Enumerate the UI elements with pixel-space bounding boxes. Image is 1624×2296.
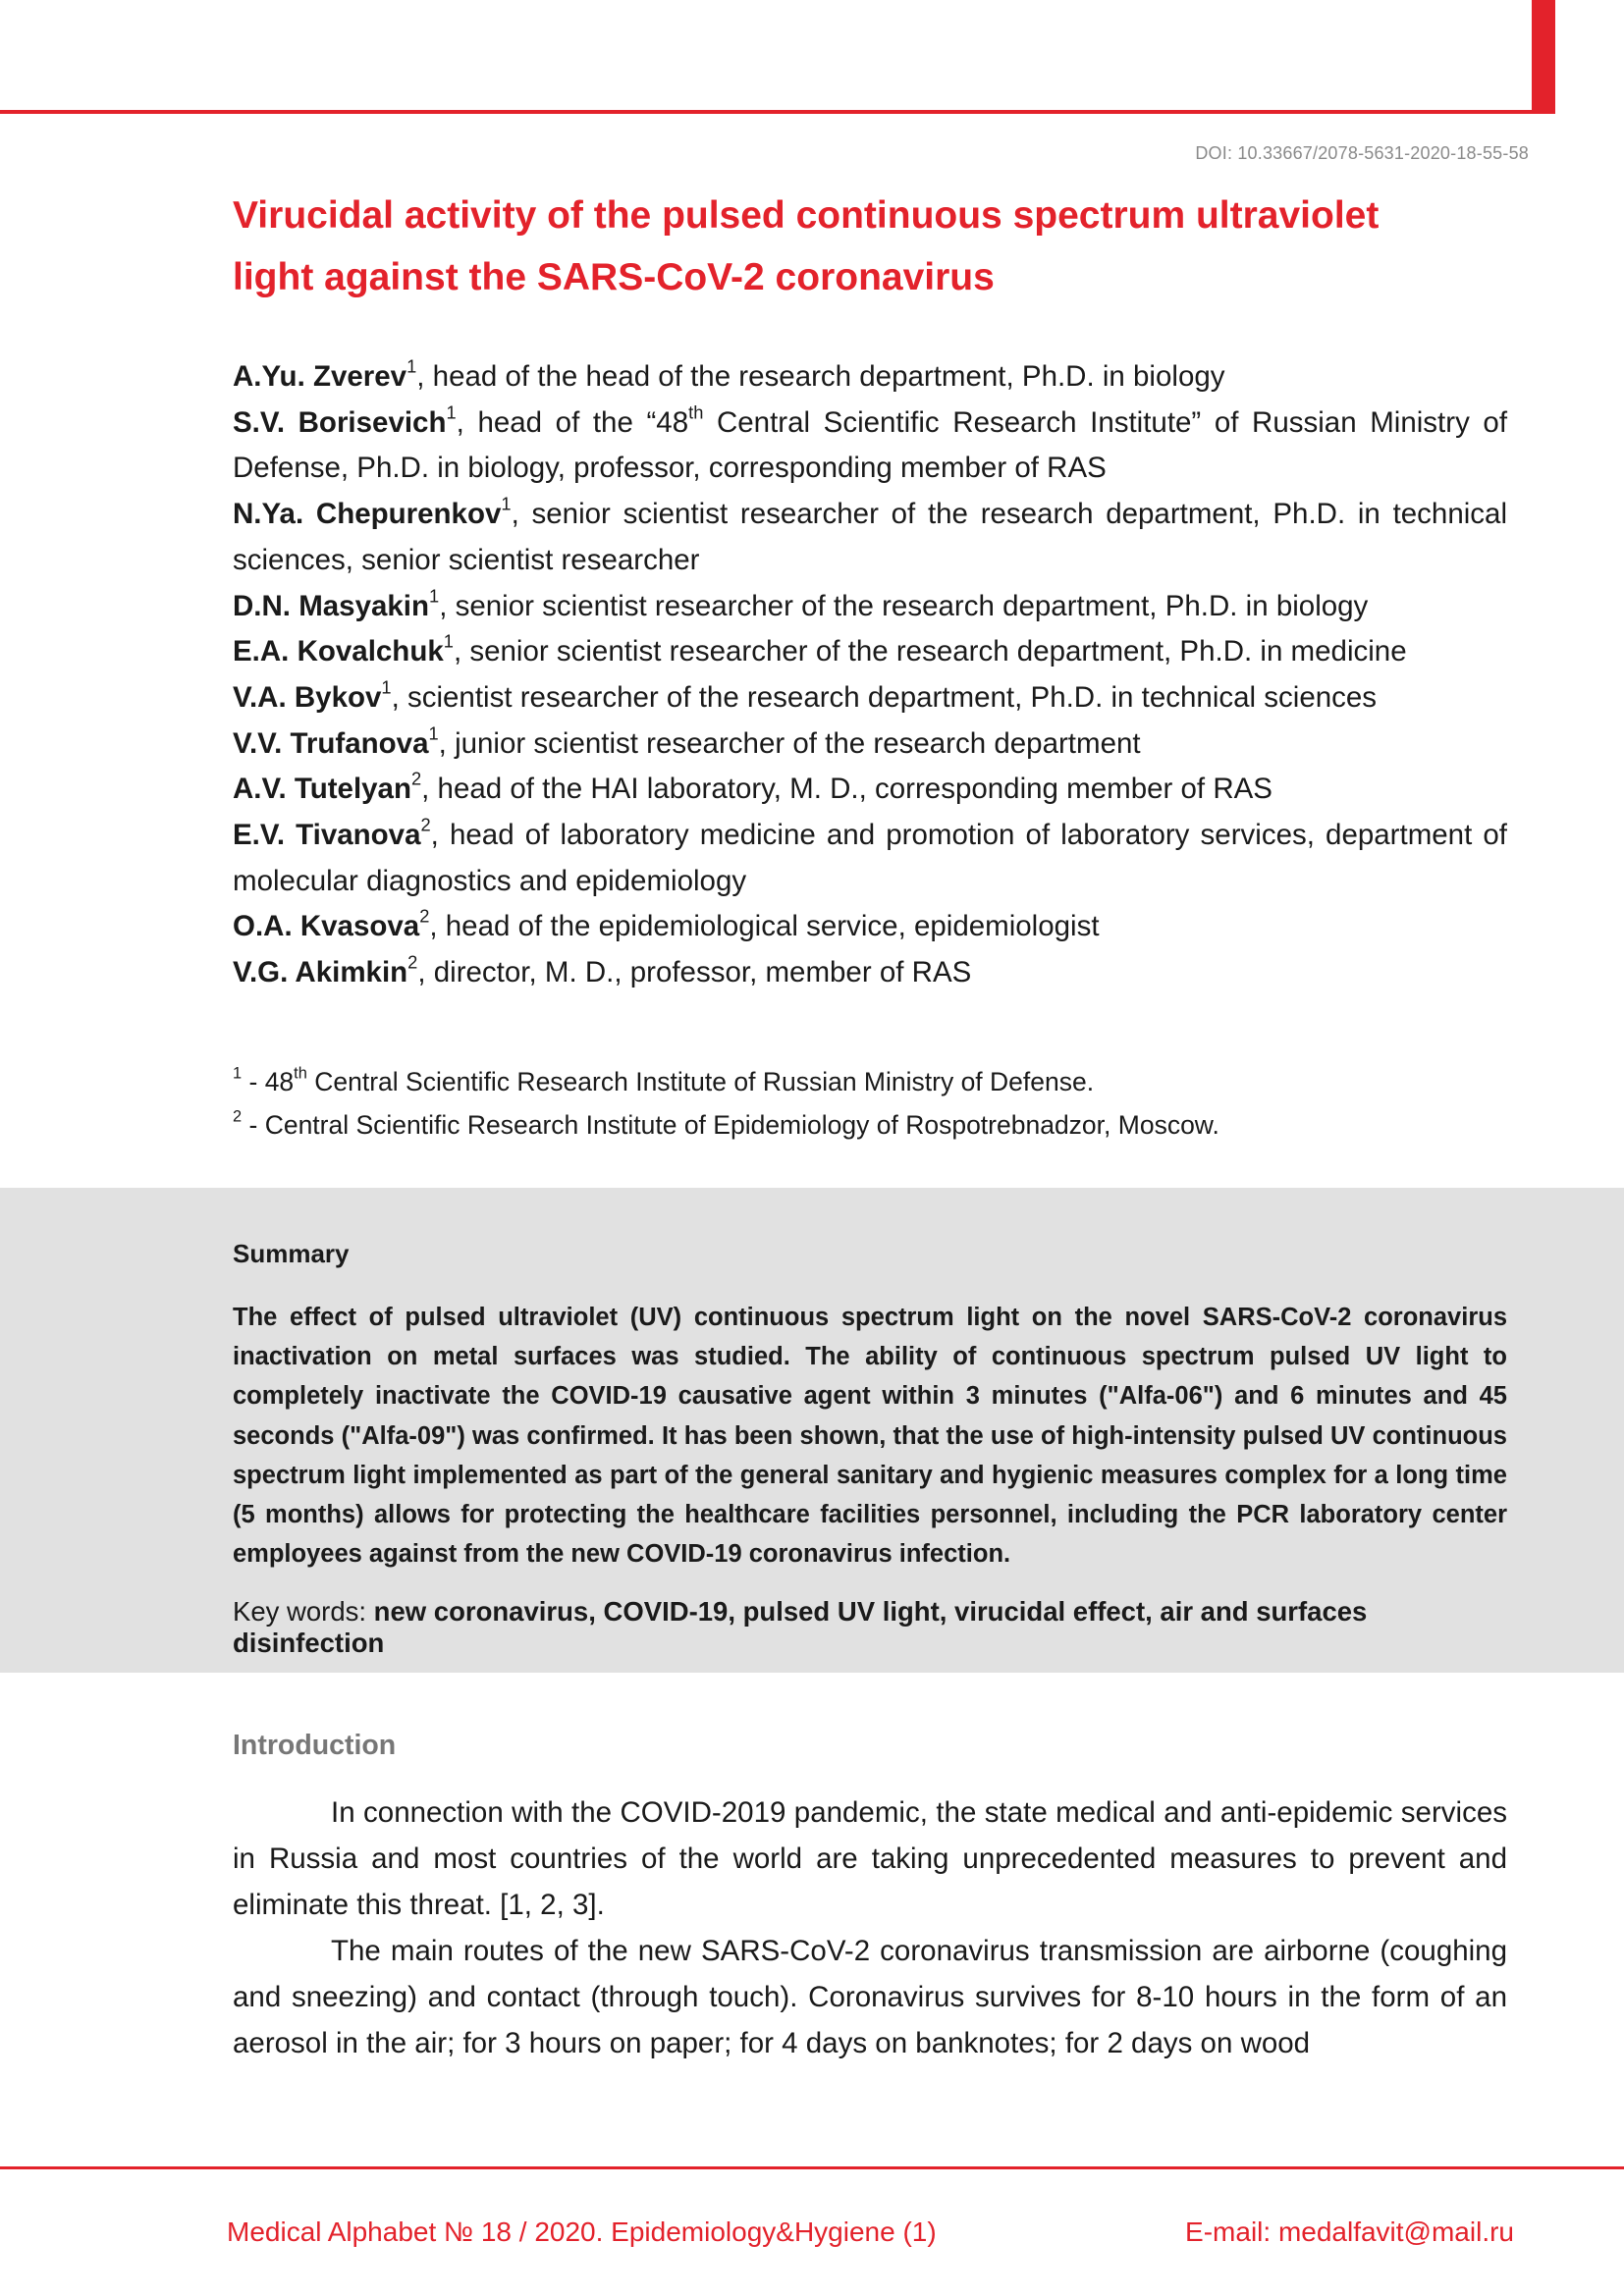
- author-role: , head of the “48: [456, 405, 689, 439]
- author-name: N.Ya. Chepurenkov: [233, 498, 502, 531]
- author-name: E.V. Tivanova: [233, 819, 421, 852]
- summary-abstract: The effect of pulsed ultraviolet (UV) continuous spectrum light on the novel SARS-CoV-2 coronavirus inactivation on metal surfaces was studied. The ability of continuous spectrum pulsed UV light to completely inactivate the COVID-19 causative agent within 3 minutes ("Alfa-06") and 6 minutes and 45 seconds ("Alfa-09") was confirmed. It has been shown, that the use of high-intensity pulsed UV continuous spectrum light implemented as part of the general sanitary and hygienic measures complex for a long time (5 months) allows for protecting the healthcare facilities personnel, including the PCR laboratory center employees against from the new COVID-19 coronavirus infection.: [233, 1304, 1507, 1569]
- affiliation-text: Central Scientific Research Institute of Russian Ministry of Defense.: [306, 1067, 1095, 1096]
- ordinal-suffix: th: [688, 401, 704, 422]
- author-entry: [233, 721, 1507, 768]
- affiliation-mark: 2: [420, 814, 431, 835]
- introduction-body: [233, 1789, 1507, 2066]
- author-entry: [233, 584, 1507, 630]
- affiliation-mark: 1: [501, 493, 512, 514]
- summary-heading: Summary: [233, 1239, 350, 1268]
- keywords-list: new coronavirus, COVID-19, pulsed UV light, virucidal effect, air and surfaces disinfection: [233, 1596, 1368, 1658]
- journal-footer: Medical Alphabet № 18 / 2020. Epidemiology&Hygiene (1): [227, 2216, 937, 2247]
- affiliation-mark: 1: [428, 721, 439, 743]
- author-role: , senior scientist researcher of the research department, Ph.D. in biology: [439, 589, 1369, 622]
- author-role: , junior scientist researcher of the research department: [438, 726, 1141, 760]
- author-role: Central Scientific Research Institute” of Russian Ministry of Defense, Ph.D. in biology, professor, corresponding member of RAS: [233, 405, 1508, 485]
- author-list: [233, 354, 1507, 996]
- article-title: Virucidal activity of the pulsed continuous spectrum ultraviolet light against the SARS-CoV-2 coronavirus: [233, 194, 1380, 298]
- author-entry: [233, 904, 1507, 950]
- author-entry: [233, 629, 1507, 675]
- affiliation-mark: 2: [233, 1107, 243, 1126]
- author-entry: [233, 354, 1507, 400]
- affiliation-text: - 48: [242, 1067, 295, 1096]
- affiliation-mark: 1: [446, 401, 457, 422]
- author-name: O.A. Kvasova: [233, 910, 420, 943]
- affiliation-mark: 2: [407, 951, 418, 973]
- affiliation-mark: 1: [443, 630, 454, 652]
- keywords-line: [233, 1596, 1507, 1659]
- affiliation-text: - Central Scientific Research Institute of Epidemiology of Rospotrebnadzor, Moscow.: [242, 1110, 1219, 1140]
- keywords-label: Key words:: [233, 1596, 374, 1627]
- author-name: S.V. Borisevich: [233, 405, 447, 439]
- author-name: D.N. Masyakin: [233, 589, 430, 622]
- doi-label: DOI: 10.33667/2078-5631-2020-18-55-58: [1195, 143, 1529, 163]
- author-name: A.V. Tutelyan: [233, 773, 411, 806]
- author-name: E.A. Kovalchuk: [233, 635, 444, 668]
- affiliation-entry: [233, 1060, 1507, 1103]
- ordinal-suffix: th: [294, 1064, 307, 1083]
- author-role: , director, M. D., professor, member of RAS: [417, 956, 972, 989]
- author-entry: [233, 767, 1507, 813]
- introduction-heading: Introduction: [233, 1730, 397, 1761]
- author-name: V.V. Trufanova: [233, 726, 429, 760]
- author-role: , head of laboratory medicine and promotion of laboratory services, department of molecular diagnostics and epidemiology: [233, 819, 1507, 897]
- affiliation-mark: 2: [410, 768, 422, 789]
- author-role: , senior scientist researcher of the research department, Ph.D. in technical sciences, senior scientist researcher: [233, 498, 1507, 576]
- affiliation-list: [233, 1060, 1507, 1147]
- author-entry: [233, 675, 1507, 721]
- paragraph: The main routes of the new SARS-CoV-2 coronavirus transmission are airborne (coughing and sneezing) and contact (through touch). Coronavirus survives for 8-10 hours in the form of an aerosol in the air; for 3 hours on paper; for 4 days on banknotes; for 2 days on wood: [233, 1935, 1507, 2059]
- author-entry: [233, 813, 1507, 904]
- author-entry: [233, 400, 1507, 492]
- paragraph: In connection with the COVID-2019 pandemic, the state medical and anti-epidemic services in Russia and most countries of the world are taking unprecedented measures to prevent and eliminate this threat. [1, 2, 3].: [233, 1796, 1507, 1921]
- affiliation-mark: 1: [381, 676, 392, 698]
- author-entry: [233, 950, 1507, 996]
- author-role: , senior scientist researcher of the research department, Ph.D. in medicine: [453, 635, 1407, 668]
- email-footer: E-mail: medalfavit@mail.ru: [1185, 2216, 1514, 2247]
- affiliation-mark: 1: [406, 355, 417, 377]
- footer-rule: [0, 2166, 1624, 2169]
- author-role: , head of the HAI laboratory, M. D., corresponding member of RAS: [421, 773, 1272, 806]
- corner-accent-tab: [1532, 0, 1555, 114]
- author-role: , head of the epidemiological service, epidemiologist: [429, 910, 1100, 943]
- author-role: , head of the head of the research department, Ph.D. in biology: [416, 360, 1225, 393]
- author-role: , scientist researcher of the research department, Ph.D. in technical sciences: [391, 680, 1378, 714]
- header-rule: [0, 110, 1553, 114]
- affiliation-mark: 1: [233, 1064, 243, 1083]
- affiliation-mark: 1: [429, 584, 440, 606]
- author-name: V.G. Akimkin: [233, 956, 408, 989]
- author-name: A.Yu. Zverev: [233, 360, 407, 393]
- affiliation-entry: [233, 1103, 1507, 1147]
- affiliation-mark: 2: [419, 905, 430, 927]
- author-name: V.A. Bykov: [233, 680, 382, 714]
- author-entry: [233, 492, 1507, 583]
